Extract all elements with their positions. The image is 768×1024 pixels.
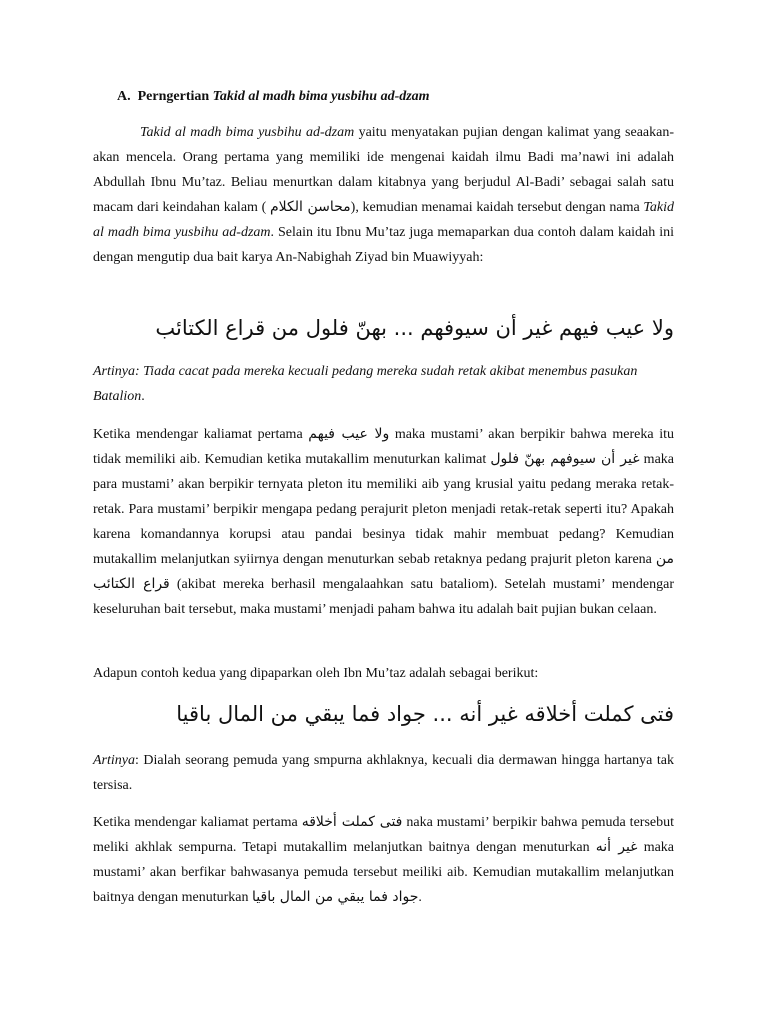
translation-1-end: .	[141, 389, 145, 404]
explanation-2-t3: maka mustami’ akan berfikar bahwasanya pemuda tersebut meiliki aib. Kemudian mutakallim melanjutkan baitnya dengan menuturkan	[93, 840, 675, 905]
explanation-1-arabic-1: ولا عيب فيهم	[308, 426, 390, 442]
definition-text-a: yaitu menyatakan pujian dengan kalimat yang seaakan-akan mencela. Orang pertama yang memiliki ide mengenai kaidah ilmu Badi ma’nawi ini adalah Abdullah Ibnu Mu’taz. Beliau menurtkan dalam kitabnya yang berjudul Al-Badi’ sebagai salah satu macam dari keindahan kalam (	[93, 125, 674, 215]
translation-1-label: Artinya	[93, 364, 135, 379]
paragraph-explanation-2	[93, 810, 674, 910]
arabic-verse-2: فتى كملت أخلاقه غير أنه ... جواد فما يبقي من المال باقيا	[176, 702, 674, 726]
definition-text-b: ), kemudian menamai kaidah tersebut dengan nama	[350, 200, 644, 215]
section-letter: A.	[117, 89, 131, 104]
translation-2-label: Artinya	[93, 753, 135, 768]
translation-2	[93, 748, 674, 798]
explanation-2-t1: Ketika mendengar kaliamat pertama	[93, 815, 302, 830]
explanation-1-arabic-2: غير أن سيوفهم بهنّ فلول	[490, 451, 640, 467]
translation-1	[93, 359, 674, 409]
explanation-1-t2: maka mustami’ akan berpikir bahwa mereka itu tidak memiliki aib. Kemudian ketika mutakallim menuturkan kalimat	[93, 427, 674, 467]
paragraph-definition	[93, 120, 674, 270]
translation-1-text: : Tiada cacat pada mereka kecuali pedang mereka sudah retak akibat menembus pasukan Batalion	[93, 364, 638, 404]
explanation-2-arabic-3: جواد فما يبقي من المال باقيا	[252, 889, 419, 905]
section-title-italic: Takid al madh bima yusbihu ad-dzam	[212, 89, 430, 104]
section-title-plain: Perngertian	[137, 89, 210, 104]
explanation-1-t4: (akibat mereka berhasil mengalaahkan satu bataliom). Setelah mustami’ mendengar keseluruhan bait tersebut, maka mustami’ menjadi paham bahwa itu adalah bait pujian bukan celaan.	[93, 577, 674, 617]
paragraph-second-example-intro: Adapun contoh kedua yang dipaparkan oleh Ibn Mu’taz adalah sebagai berikut:	[93, 666, 539, 681]
definition-text-c: . Selain itu Ibnu Mu’taz juga memaparkan dua contoh dalam kaidah ini dengan mengutip dua bait karya An-Nabighah Ziyad bin Muawiyyah:	[93, 225, 674, 265]
explanation-2-t4: .	[418, 890, 422, 905]
term-italic: Takid al madh bima yusbihu ad-dzam	[140, 125, 355, 140]
explanation-1-arabic-3: من قراع الكتائب	[93, 551, 674, 592]
paragraph-explanation-1	[93, 422, 674, 622]
section-heading	[117, 87, 430, 107]
explanation-2-arabic-2: غير أنه	[595, 839, 638, 855]
arabic-inline-term: محاسن الكلام	[269, 199, 351, 215]
term-italic-2: Takid al madh bima yusbihu ad-dzam	[93, 200, 674, 240]
explanation-1-t1: Ketika mendengar kaliamat pertama	[93, 427, 309, 442]
arabic-verse-1: ولا عيب فيهم غير أن سيوفهم ... بهنّ فلول من قراع الكتائب	[155, 316, 674, 340]
explanation-1-t3: maka para mustami’ akan berpikir ternyata pleton itu memiliki aib yang krusial yaitu pedang meraka retak-retak. Para mustami’ berpikir mengapa pedang perajurit pleton menjadi retak-retak seperti itu? Apakah karena komandannya korupsi atau pandai besinya tidak mahir membuat pedang? Kemudian mutakallim melanjutkan syiirnya dengan menuturkan sebab retaknya pedang prajurit pleton karena	[93, 452, 674, 567]
explanation-2-t2: naka mustami’ berpikir bahwa pemuda tersebut meliki akhlak sempurna. Tetapi mutakallim melanjutkan baitnya dengan menuturkan	[93, 815, 675, 855]
explanation-2-arabic-1: فتى كملت أخلاقه	[301, 814, 403, 830]
translation-2-text: : Dialah seorang pemuda yang smpurna akhlaknya, kecuali dia dermawan hingga hartanya tak tersisa.	[93, 753, 674, 793]
